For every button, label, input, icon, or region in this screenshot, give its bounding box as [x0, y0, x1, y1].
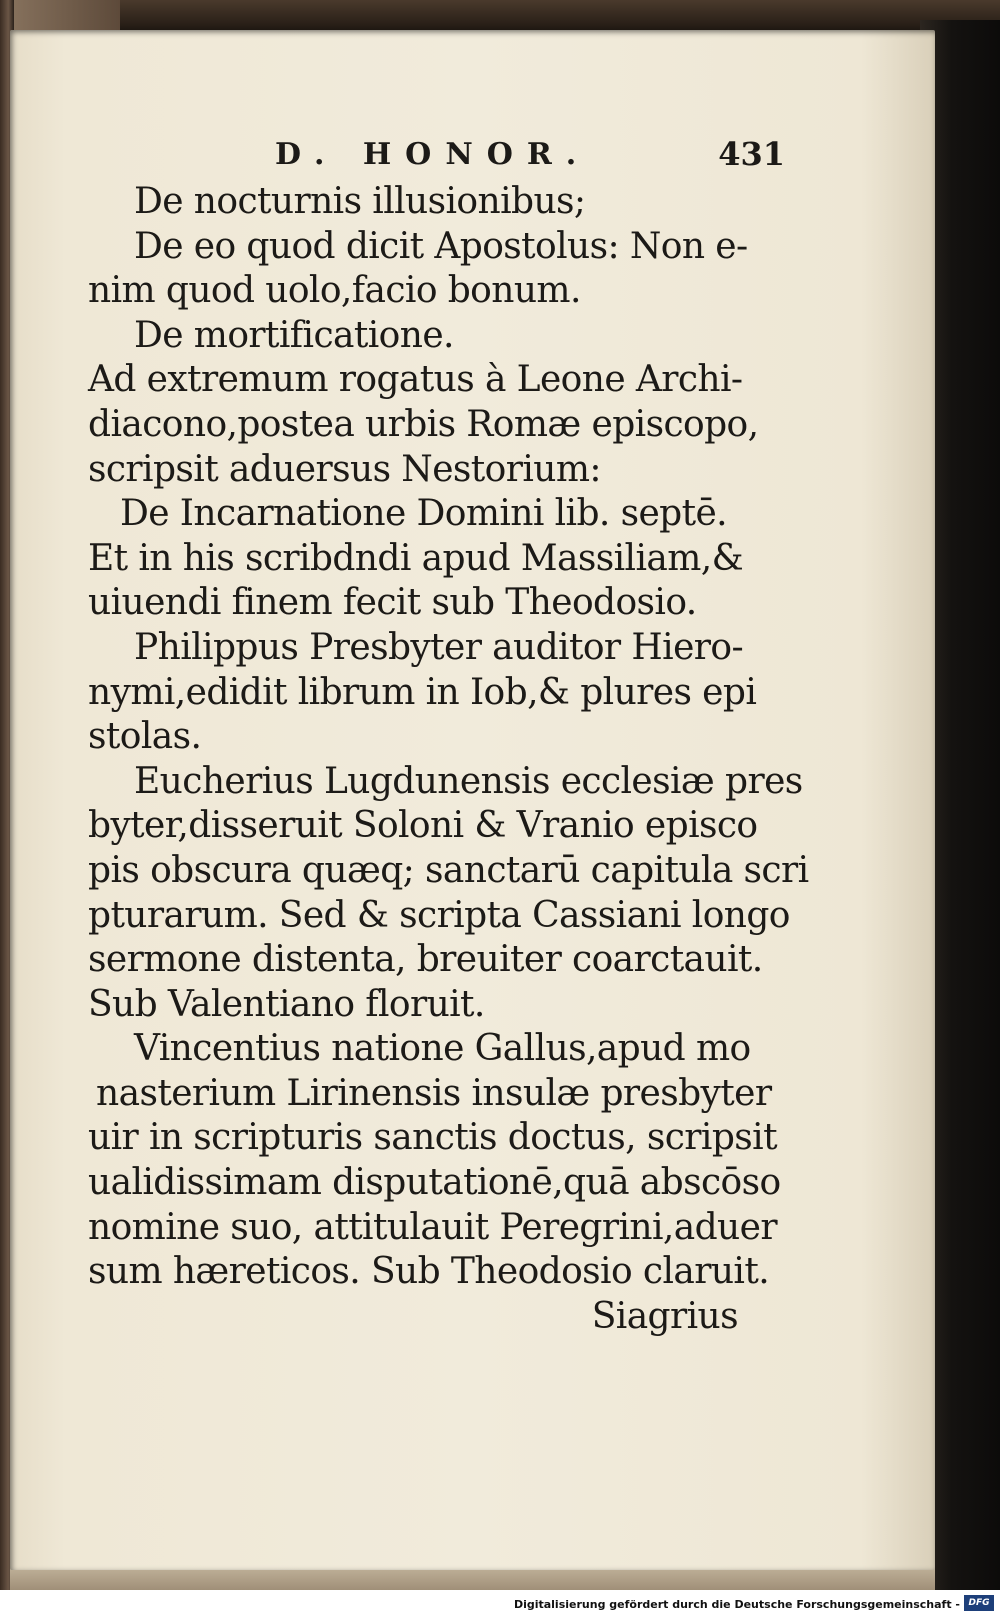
- page-number: 431: [718, 135, 785, 173]
- text-line: Et in his scribdndi apud Massiliam,&: [88, 537, 744, 579]
- text-line: byter,disseruit Soloni & Vranio episco: [88, 805, 758, 847]
- text-line: stolas.: [88, 716, 202, 758]
- text-line: De nocturnis illusionibus;: [134, 181, 586, 222]
- running-head: D. HONOR.: [275, 137, 591, 172]
- book-top-edge: [0, 0, 1000, 34]
- text-line: uir in scripturis sanctis doctus, scripsit: [88, 1117, 777, 1159]
- book-cover-corner: [0, 0, 120, 34]
- text-line: nasterium Lirinensis insulæ presbyter: [96, 1072, 772, 1114]
- text-line: uiuendi finem fecit sub Theodosio.: [88, 582, 697, 624]
- text-line: pis obscura quæq; sanctarū capitula scri: [88, 849, 809, 891]
- text-line: diacono,postea urbis Romæ episcopo,: [88, 403, 759, 445]
- text-line: Vincentius natione Gallus,apud mo: [134, 1028, 751, 1070]
- body-text: [88, 180, 809, 1339]
- text-line: ualidissimam disputationē,quā abscōso: [88, 1162, 781, 1204]
- text-line: Ad extremum rogatus à Leone Archi-: [88, 359, 743, 401]
- digitization-footer: [0, 1590, 1000, 1620]
- text-line: nomine suo, attitulauit Peregrini,aduer: [88, 1206, 777, 1248]
- text-line: De eo quod dicit Apostolus: Non e-: [134, 225, 748, 267]
- funding-credit: Digitalisierung gefördert durch die Deutsche Forschungsgemeinschaft -: [513, 1598, 960, 1611]
- dfg-logo-icon: DFG: [964, 1595, 994, 1611]
- text-line: Sub Valentiano floruit.: [88, 983, 485, 1025]
- text-line: nymi,edidit librum in Iob,& plures epi: [88, 671, 757, 713]
- text-line: De mortificatione.: [134, 314, 454, 356]
- text-line: nim quod uolo,facio bonum.: [88, 270, 581, 312]
- text-line: sermone distenta, breuiter coarctauit.: [88, 939, 763, 981]
- text-line: Philippus Presbyter auditor Hiero-: [134, 626, 744, 668]
- text-line: scripsit aduersus Nestorium:: [88, 448, 601, 490]
- text-line: Eucherius Lugdunensis ecclesiæ pres: [134, 760, 803, 802]
- catchword: Siagrius: [591, 1295, 738, 1337]
- text-line: pturarum. Sed & scripta Cassiani longo: [88, 894, 790, 936]
- text-line: De Incarnatione Domini lib. septē.: [120, 493, 728, 535]
- text-line: sum hæreticos. Sub Theodosio claruit.: [88, 1251, 770, 1293]
